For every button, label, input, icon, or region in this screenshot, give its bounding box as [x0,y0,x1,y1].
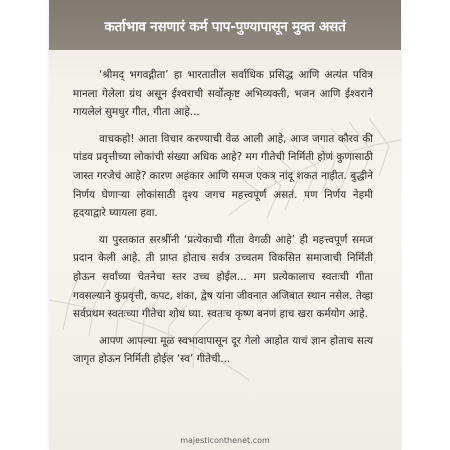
paragraph-3: या पुस्तकात सरश्रींनी ‘प्रत्येकाची गीता वेगळी आहे’ ही महत्त्वपूर्ण समज प्रदान केली आहे. ती प्राप्त होताच सर्वत्र उच्चतम विकसित समाजाची निर्मिती होऊन सर्वांच्या चेतनेचा स्तर उच्च होईल... मग प्रत्येकालाच स्वतःची गीता गवसल्याने कुप्रवृत्ती, कपट, शंका, द्वेष यांना जीवनात अजिबात स्थान नसेल. तेव्हा सर्वप्रथम स्वतःच्या गीतेचा शोध घ्या. स्वतःच कृष्ण बनणं हाच खरा कर्मयोग आहे. [73,233,373,321]
paragraph-4: आपण आपल्या मूळ स्वभावापासून दूर गेलो आहोत याचं ज्ञान होताच सत्य जागृत होऊन निर्मिती होईल ‘स्व’ गीतेची... [73,334,373,366]
back-cover [49,0,401,450]
page-title: कर्ताभाव नसणारं कर्म पाप-पुण्यापासून मुक्त असतं [104,19,346,35]
footer-url: majesticonthenet.com [180,436,270,445]
title-banner [49,0,401,50]
paragraph-2: वाचकहो! आता विचार करण्याची वेळ आली आहे, आज जगात कौरव की पांडव प्रवृत्तीच्या लोकांची संख्या अधिक आहे? मग गीतेची निर्मिती होणं कुणासाठी जास्त गरजेचं आहे? कारण अहंकार आणि समज एकत्र नांदू शकत नाहीत. बुद्धीने निर्णय घेणाऱ्या लोकांसाठी दृश्य जगच महत्त्वपूर्ण असतं. पण निर्णय नेहमी हृदयाद्वारे घ्यायला हवा. [73,132,373,220]
paragraph-1: ‘श्रीमद् भगवद्गीता’ हा भारतातील सर्वाधिक प्रसिद्ध आणि अत्यंत पवित्र मानला गेलेला ग्रंथ असून ईश्वराची सर्वोत्कृष्ट अभिव्यक्ती, भजन आणि ईश्वराने गायलेलं सुमधुर गीत, गीता आहे... [73,69,373,119]
blurb-text [73,66,373,377]
